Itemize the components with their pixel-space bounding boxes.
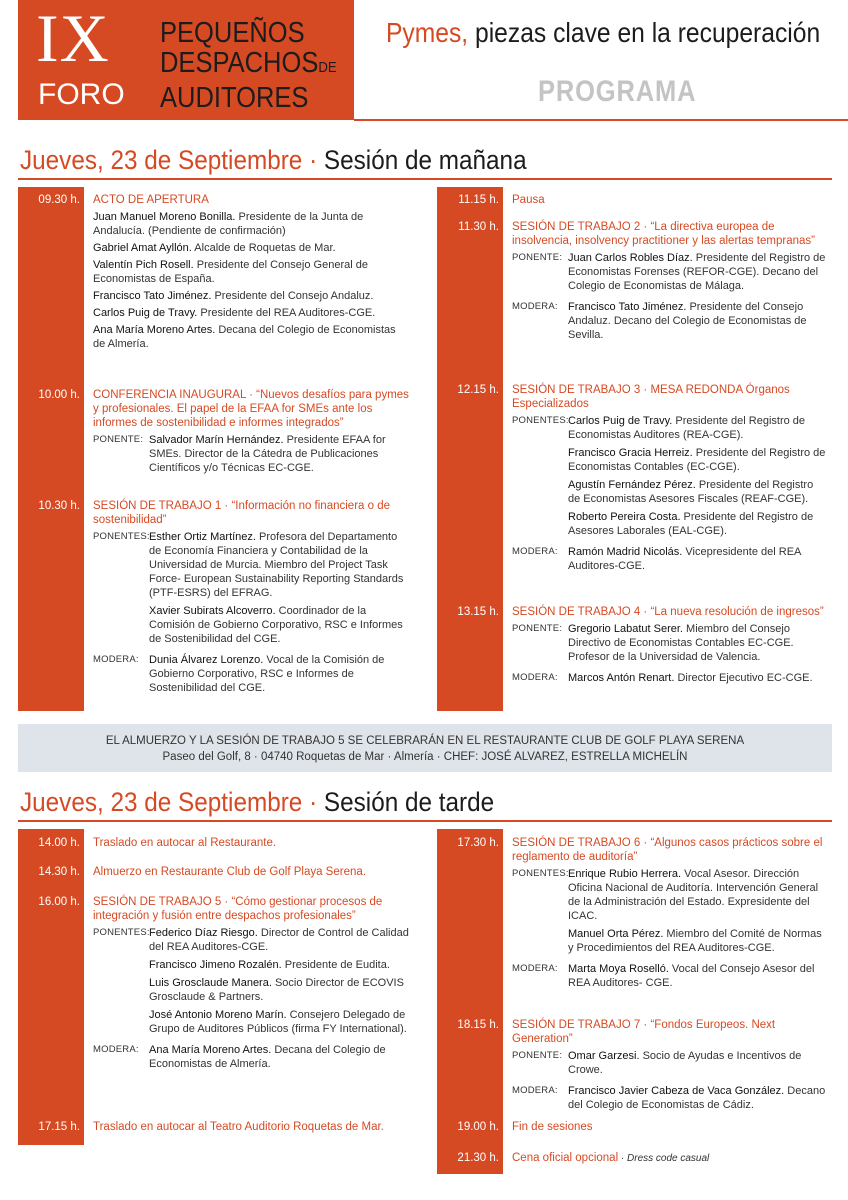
afternoon-right-column: 17.30 h. SESIÓN DE TRABAJO 6 · “Algunos casos prácticos sobre el reglamento de auditoría” PONENTES: Enrique Rubio Herrera. Vocal Asesor. Dirección Oficina Nacional de Auditoría. Intervención General de la Administración del Estado. Expresidente del ICAC. Manuel Orta Pérez. Miembro del Comité de Normas y Procedimientos del REA Auditores-CGE. MODERA: Marta Moya Roselló. Vocal del Consejo Asesor del REA Auditores- CGE. 18.15 h. SESIÓN DE TRABAJO 7 · “Fondos Europeos. Next Generation” PONENTE: Omar Garzesi. Socio de Ayudas e Incentivos de Crowe. MODERA: Francisco Javier Cabeza de Vaca González. Decano del Colegio de Economistas de Cádiz. 19.00 h. Fin de sesiones 21.30 h. Cena oficial opcional · Dress code casual xyxy=(437,829,832,1174)
speaker: Roberto Pereira Costa. Presidente del Registro de Asesores Laborales (EAL-CGE). xyxy=(568,511,814,537)
event-tagline: Pymes, piezas clave en la recuperación xyxy=(386,17,821,48)
speaker: Luis Grosclaude Manera. Socio Director de ECOVIS Grosclaude & Partners. xyxy=(149,977,404,1003)
time-bar xyxy=(437,187,503,711)
foro-logo-block xyxy=(18,0,354,120)
morning-session-title: Jueves, 23 de Septiembre · Sesión de mañana xyxy=(18,136,832,180)
afternoon-session-title: Jueves, 23 de Septiembre · Sesión de tarde xyxy=(18,778,832,822)
event-title: PEQUEÑOS DESPACHOSDE AUDITORES xyxy=(160,17,337,114)
header-divider xyxy=(354,119,848,121)
speaker: José Antonio Moreno Marín. Consejero Delegado de Grupo de Auditores Públicos (firma FY International). xyxy=(149,1009,407,1035)
morning-right-column: 11.15 h. Pausa 11.30 h. SESIÓN DE TRABAJO 2 · “La directiva europea de insolvencia, insolvency practitioner y las alertas tempranas” PONENTE: Juan Carlos Robles Díaz. Presidente del Registro de Economistas Forenses (REFOR-CGE). Decano del Colegio de Economistas de Málaga. MODERA: Francisco Tato Jiménez. Presidente del Consejo Andaluz. Decano del Colegio de Economistas de Sevilla. 12.15 h. SESIÓN DE TRABAJO 3 · MESA REDONDA Órganos Especializados PONENTES: Carlos Puig de Travy. Presidente del Registro de Economistas Auditores (REA-CGE). Francisco Gracia Herreiz. Presidente del Registro de Economistas Contables (EC-CGE). Agustín Fernández Pérez. Presidente del Registro de Economistas Asesores Fiscales (REAF-CGE). Roberto Pereira Costa. Presidente del Registro de Asesores Laborales (EAL-CGE). MODERA: Ramón Madrid Nicolás. Vicepresidente del REA Auditores-CGE. 13.15 h. SESIÓN DE TRABAJO 4 · “La nueva resolución de ingresos” PONENTE: Gregorio Labatut Serer. Miembro del Consejo Directivo de Economistas Contables EC-CGE. Profesor de la Universidad de Valencia. MODERA: Marcos Antón Renart. Director Ejecutivo EC-CGE. xyxy=(437,187,832,711)
speaker: Agustín Fernández Pérez. Presidente del Registro de Economistas Asesores Fiscales (REAF-CGE). xyxy=(568,479,814,505)
speaker: Gabriel Amat Ayllón. Alcalde de Roquetas de Mar. xyxy=(93,242,336,254)
speaker: Francisco Jimeno Rozalén. Presidente de Eudita. xyxy=(149,959,390,971)
moderator: Dunia Álvarez Lorenzo. Vocal de la Comisión de Gobierno Corporativo, RSC e Informes de Sostenibilidad del CGE. xyxy=(149,654,385,694)
speaker: Enrique Rubio Herrera. Vocal Asesor. Dirección Oficina Nacional de Auditoría. Intervención General de la Administración del Estado. Expresidente del ICAC. xyxy=(568,868,819,922)
speaker: Omar Garzesi. Socio de Ayudas e Incentivos de Crowe. xyxy=(568,1050,802,1076)
time-bar xyxy=(18,187,84,711)
foro-label: FORO xyxy=(38,78,125,111)
speaker: Esther Ortiz Martínez. Profesora del Departamento de Economía Financiera y Contabilidad de la Universidad de Murcia. Miembro del Project Task Force- European Sustainability Reporting Standards (PTF-ESRS) del EFRAG. xyxy=(149,531,404,599)
programa-heading: PROGRAMA xyxy=(538,75,697,108)
venue-info-band: EL ALMUERZO Y LA SESIÓN DE TRABAJO 5 SE CELEBRARÁN EN EL RESTAURANTE CLUB DE GOLF PLAYA SERENA Paseo del Golf, 8 · 04740 Roquetas de Mar · Almería · CHEF: JOSÉ ALVAREZ, ESTRELLA MICHELÍN xyxy=(18,724,832,772)
moderator: Francisco Tato Jiménez. Presidente del Consejo Andaluz. Decano del Colegio de Economistas de Sevilla. xyxy=(568,301,807,341)
morning-left-column: 09.30 h. ACTO DE APERTURA Juan Manuel Moreno Bonilla. Presidente de la Junta de Andalucía. (Pendiente de confirmación) Gabriel Amat Ayllón. Alcalde de Roquetas de Mar. Valentín Pich Rosell. Presidente del Consejo General de Economistas de España. Francisco Tato Jiménez. Presidente del Consejo Andaluz. Carlos Puig de Travy. Presidente del REA Auditores-CGE. Ana María Moreno Artes. Decana del Colegio de Economistas de Almería. 10.00 h. CONFERENCIA INAUGURAL · “Nuevos desafíos para pymes y profesionales. El papel de la EFAA for SMEs ante los informes de sostenibilidad e informes integrados” PONENTE: Salvador Marín Hernández. Presidente EFAA for SMEs. Director de la Cátedra de Publicaciones Científicos y/o Técnicas EC-CGE. 10.30 h. SESIÓN DE TRABAJO 1 · “Información no financiera o de sostenibilidad” PONENTES: Esther Ortiz Martínez. Profesora del Departamento de Economía Financiera y Contabilidad de la Universidad de Murcia. Miembro del Project Task Force- European Sustainability Reporting Standards (PTF-ESRS) del EFRAG. Xavier Subirats Alcoverro. Coordinador de la Comisión de Gobierno Corporativo, RSC e Informes de Sostenibilidad del CGE. MODERA: Dunia Álvarez Lorenzo. Vocal de la Comisión de Gobierno Corporativo, RSC e Informes de Sostenibilidad del CGE. xyxy=(18,187,413,711)
speaker: Juan Carlos Robles Díaz. Presidente del Registro de Economistas Forenses (REFOR-CGE). Decano del Colegio de Economistas de Málaga. xyxy=(568,252,826,292)
moderator: Francisco Javier Cabeza de Vaca González. Decano del Colegio de Economistas de Cádiz. xyxy=(568,1085,826,1111)
speaker: Federico Díaz Riesgo. Director de Control de Calidad del REA Auditores-CGE. xyxy=(149,927,409,953)
speaker: Salvador Marín Hernández. Presidente EFAA for SMEs. Director de la Cátedra de Publicaciones Científicos y/o Técnicas EC-CGE. xyxy=(149,434,386,474)
moderator: Marcos Antón Renart. Director Ejecutivo EC-CGE. xyxy=(568,672,813,684)
speaker: Ana María Moreno Artes. Decana del Colegio de Economistas de Almería. xyxy=(93,324,396,350)
moderator: Marta Moya Roselló. Vocal del Consejo Asesor del REA Auditores- CGE. xyxy=(568,963,815,989)
afternoon-left-column: 14.00 h. Traslado en autocar al Restaurante. 14.30 h. Almuerzo en Restaurante Club de Golf Playa Serena. 16.00 h. SESIÓN DE TRABAJO 5 · “Cómo gestionar procesos de integración y fusión entre despachos profesionales” PONENTES: Federico Díaz Riesgo. Director de Control de Calidad del REA Auditores-CGE. Francisco Jimeno Rozalén. Presidente de Eudita. Luis Grosclaude Manera. Socio Director de ECOVIS Grosclaude & Partners. José Antonio Moreno Marín. Consejero Delegado de Grupo de Auditores Públicos (firma FY International). MODERA: Ana María Moreno Artes. Decana del Colegio de Economistas de Almería. 17.15 h. Traslado en autocar al Teatro Auditorio Roquetas de Mar. xyxy=(18,829,413,1145)
moderator: Ramón Madrid Nicolás. Vicepresidente del REA Auditores-CGE. xyxy=(568,546,801,572)
page-header xyxy=(18,0,848,122)
moderator: Ana María Moreno Artes. Decana del Colegio de Economistas de Almería. xyxy=(149,1044,386,1070)
speaker: Gregorio Labatut Serer. Miembro del Consejo Directivo de Economistas Contables EC-CGE. Profesor de la Universidad de Valencia. xyxy=(568,623,794,663)
speaker: Francisco Tato Jiménez. Presidente del Consejo Andaluz. xyxy=(93,290,374,302)
foro-edition-number: IX xyxy=(36,0,110,76)
speaker: Manuel Orta Pérez. Miembro del Comité de Normas y Procedimientos del REA Auditores-CGE. xyxy=(568,928,822,954)
speaker: Francisco Gracia Herreiz. Presidente del Registro de Economistas Contables (EC-CGE). xyxy=(568,447,826,473)
speaker: Juan Manuel Moreno Bonilla. Presidente de la Junta de Andalucía. (Pendiente de confirmación) xyxy=(93,211,364,237)
speaker: Carlos Puig de Travy. Presidente del Registro de Economistas Auditores (REA-CGE). xyxy=(568,415,806,441)
speaker: Xavier Subirats Alcoverro. Coordinador de la Comisión de Gobierno Corporativo, RSC e Informes de Sostenibilidad del CGE. xyxy=(149,605,403,645)
speaker: Valentín Pich Rosell. Presidente del Consejo General de Economistas de España. xyxy=(93,259,368,285)
speaker: Carlos Puig de Travy. Presidente del REA Auditores-CGE. xyxy=(93,307,376,319)
